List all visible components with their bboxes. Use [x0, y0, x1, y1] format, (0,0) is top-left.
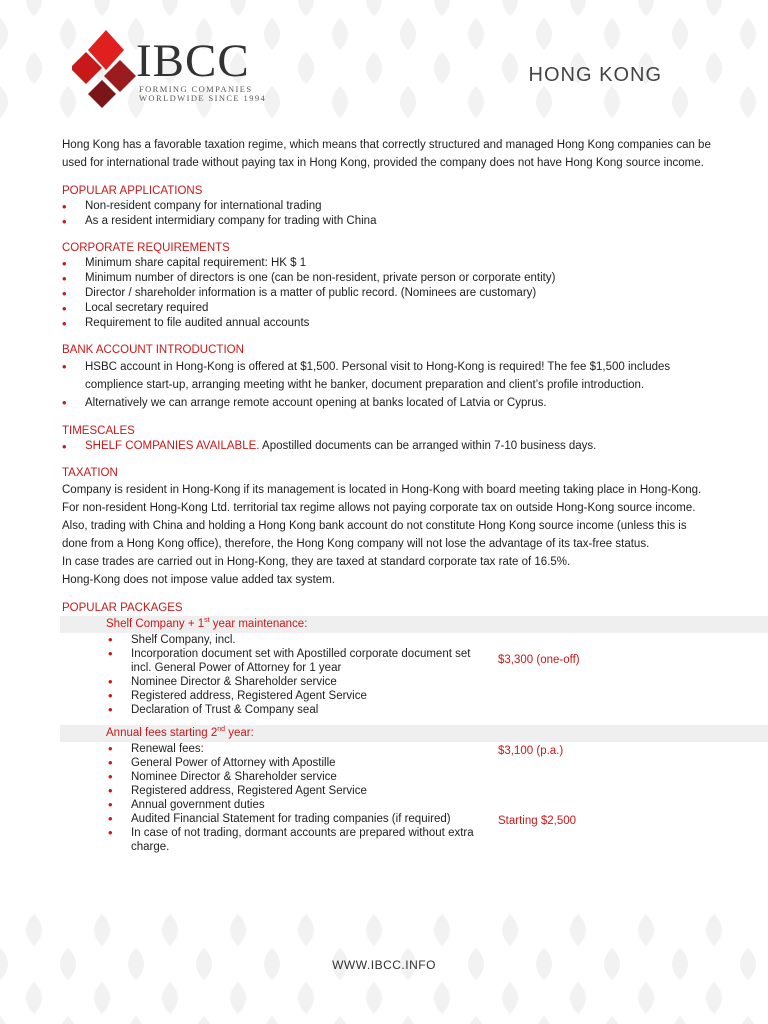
list-item: • In case of not trading, dormant accounts are prepared without extra charge. [108, 826, 488, 854]
list-item: • HSBC account in Hong-Kong is offered at $1,500. Personal visit to Hong-Kong is required! The fee $1,500 includes complience start-up, arranging meeting witht he banker, document preparation and client’s profile introduction. [62, 358, 712, 394]
footer-website[interactable]: WWW.IBCC.INFO [332, 958, 436, 972]
list-item: • Non-resident company for international trading [62, 199, 712, 214]
section-applications [62, 183, 712, 229]
document-body [62, 136, 712, 854]
section-taxation [62, 465, 712, 589]
package-shelf [62, 633, 712, 717]
section-heading: POPULAR APPLICATIONS [62, 185, 203, 197]
section-heading: TIMESCALES [62, 425, 135, 437]
timescale-text: Apostilled documents can be arranged within 7-10 business days. [259, 440, 597, 452]
annual-price: $3,100 (p.a.) [498, 745, 564, 757]
list-item: • Shelf Company, incl. [108, 633, 488, 647]
page-title: HONG KONG [528, 64, 662, 86]
list-item: • Alternatively we can arrange remote account opening at banks located of Latvia or Cyprus. [62, 394, 712, 412]
brand-name: IBCC [136, 35, 250, 87]
brand-tagline-1: FORMING COMPANIES [139, 84, 253, 94]
section-heading: BANK ACCOUNT INTRODUCTION [62, 344, 244, 356]
intro-paragraph: Hong Kong has a favorable taxation regime, which means that correctly structured and managed Hong Kong companies can be used for international trade without paying tax in Hong Kong, provided the company does not have Hong Kong source income. [62, 139, 711, 169]
section-timescales [62, 423, 712, 454]
section-heading: POPULAR PACKAGES [62, 602, 183, 614]
list-item: • Requirement to file audited annual accounts [62, 316, 712, 331]
list-item: • Audited Financial Statement for trading companies (if required) [108, 812, 488, 826]
list-item: • As a resident intermidiary company for trading with China [62, 214, 712, 229]
list-item: • Declaration of Trust & Company seal [108, 703, 488, 717]
taxation-rate: In case trades are carried out in Hong-Kong, they are taxed at standard corporate tax rate of 16.5%. [62, 556, 571, 568]
ibcc-logo [72, 30, 272, 110]
section-heading: CORPORATE REQUIREMENTS [62, 242, 230, 254]
package-annual [62, 742, 712, 812]
list-item: • Minimum number of directors is one (can be non-resident, private person or corporate entity) [62, 271, 712, 286]
list-item: • Nominee Director & Shareholder service [108, 770, 488, 784]
shelf-available-text: SHELF COMPANIES AVAILABLE. [85, 440, 260, 452]
list-item: • Nominee Director & Shareholder service [108, 675, 488, 689]
package-annual-heading: Annual fees starting 2nd year: [60, 725, 768, 742]
list-item: • Renewal fees: [108, 742, 488, 756]
list-item: • Registered address, Registered Agent Service [108, 784, 488, 798]
list-item: • Director / shareholder information is a matter of public record. (Nominees are customary) [62, 286, 712, 301]
list-item: • Annual government duties [108, 798, 488, 812]
taxation-paragraph: Company is resident in Hong-Kong if its management is located in Hong-Kong with board meeting taking place in Hong-Kong. For non-resident Hong-Kong Ltd. territorial tax regime allows not paying corporate tax on outside Hong-Kong source income. Also, trading with China and holding a Hong Kong bank account do not constitute Hong Kong source income (unless this is done from a Hong Kong office), therefore, the Hong Kong company will not lose the advantage of its tax-free status. [62, 484, 702, 550]
package-audit [62, 812, 712, 854]
list-item: • Minimum share capital requirement: HK $ 1 [62, 256, 712, 271]
list-item [62, 439, 712, 454]
list-item: • General Power of Attorney with Apostille [108, 756, 488, 770]
list-item: • Registered address, Registered Agent Service [108, 689, 488, 703]
audit-price: Starting $2,500 [498, 815, 577, 827]
taxation-vat: Hong-Kong does not impose value added tax system. [62, 574, 335, 586]
section-bank [62, 342, 712, 412]
list-item: • Local secretary required [62, 301, 712, 316]
shelf-price: $3,300 (one-off) [498, 654, 580, 666]
section-corporate [62, 240, 712, 331]
package-shelf-heading: Shelf Company + 1st year maintenance: [60, 616, 768, 633]
brand-tagline-2: WORLDWIDE SINCE 1994 [139, 93, 267, 103]
list-item: • Incorporation document set with Apostilled corporate document set incl. General Power of Attorney for 1 year [108, 647, 488, 675]
section-heading: TAXATION [62, 467, 118, 479]
section-packages [62, 600, 712, 854]
